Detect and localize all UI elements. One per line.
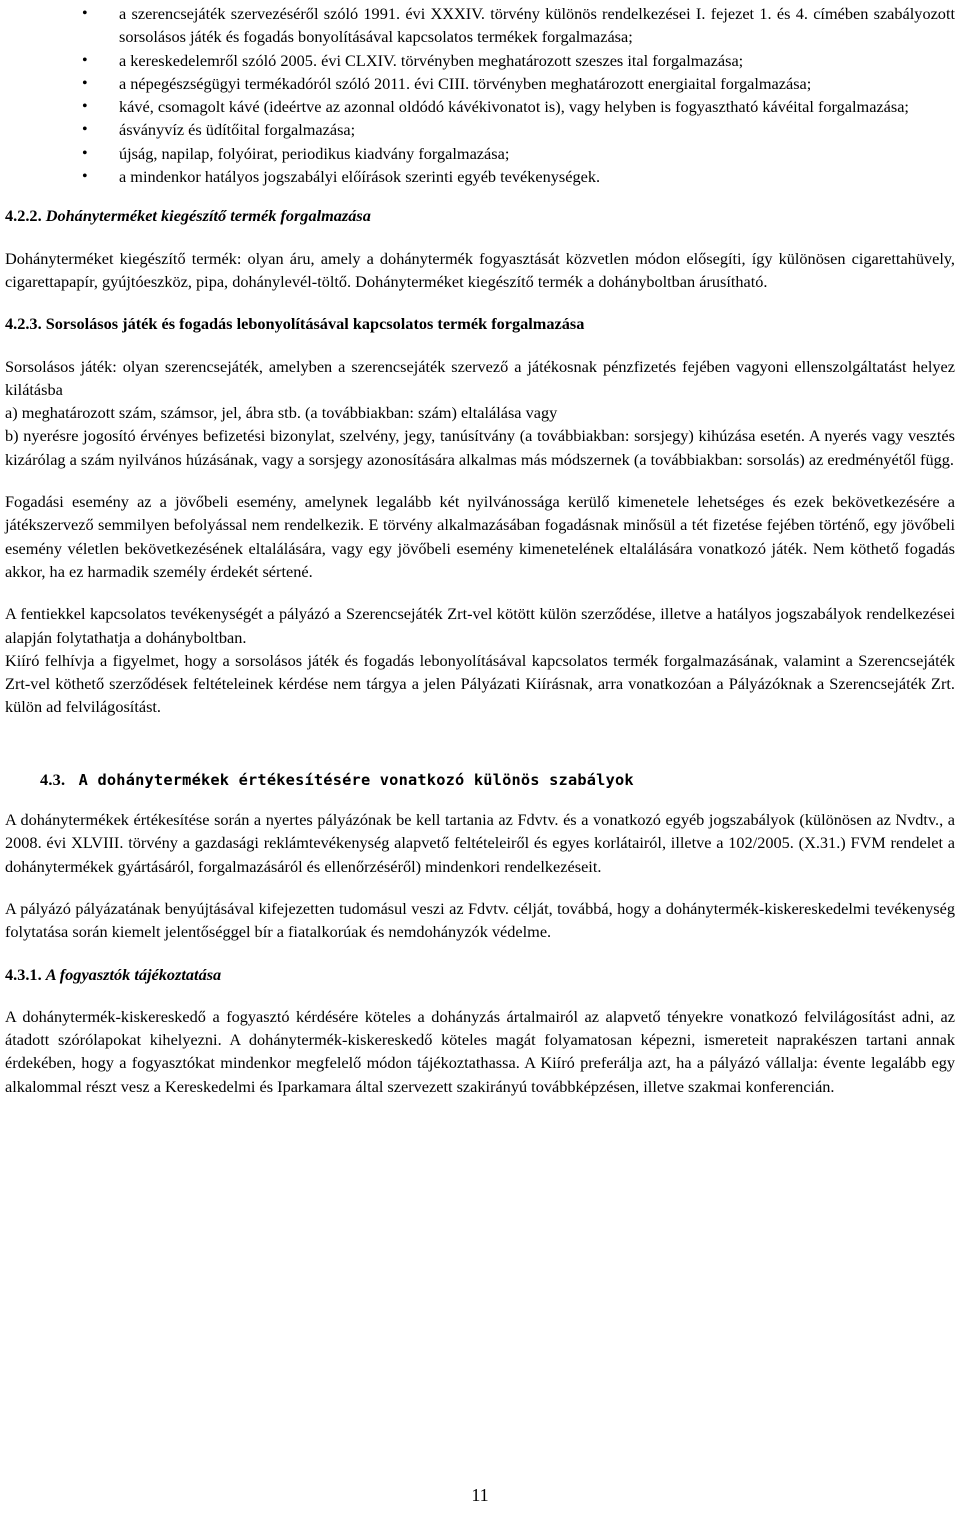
paragraph: Sorsolásos játék: olyan szerencsejáték, amelyben a szerencsejáték szervező a játékosnak pénzfizetés fejében vagyoni ellenszolgáltatást helyez kilátásba <box>5 356 955 399</box>
section-number: 4.3. <box>40 769 66 789</box>
activity-bullet-list <box>5 2 955 188</box>
section-heading-4-2-2 <box>5 204 955 227</box>
paragraph: A dohánytermékek értékesítése során a nyertes pályázónak be kell tartania az Fdvtv. és a vonatkozó egyéb jogszabályok (különösen az Nvdtv., a 2008. évi XLVIII. törvény a gazdasági reklámtevékenység alapvető feltételeiről és egyes korlátairól, illetve a 102/2005. (X.31.) FVM rendelet a dohánytermékek gyártásáról, forgalmazásáról és ellenőrzéséről) mindenkori rendelkezéseit. <box>5 810 955 876</box>
section-heading-4-2-3 <box>5 312 955 335</box>
paragraph-line: a) meghatározott szám, számsor, jel, ábra stb. (a továbbiakban: szám) eltalálása vagy <box>5 403 558 423</box>
document-page <box>5 0 955 1098</box>
section-title: Sorsolásos játék és fogadás lebonyolításával kapcsolatos termék forgalmazása <box>45 314 585 334</box>
section-number: 4.2.2. <box>5 206 42 226</box>
section-title: A dohánytermékek értékesítésére vonatkozó különös szabályok <box>78 770 634 789</box>
list-item: • a kereskedelemről szóló 2005. évi CLXIV. törvényben meghatározott szeszes ital forgalmazása; <box>5 49 955 72</box>
list-item: • a mindenkor hatályos jogszabályi előírások szerinti egyéb tevékenységek. <box>5 165 955 188</box>
page-number: 11 <box>471 1485 489 1505</box>
list-item: • a népegészségügyi termékadóról szóló 2011. évi CIII. törvényben meghatározott energiaital forgalmazása; <box>5 72 955 95</box>
paragraph-line: b) nyerésre jogosító érvényes befizetési bizonylat, szelvény, jegy, tanúsítvány (a továbbiakban: sorsjegy) kihúzása esetén. A nyerés vagy vesztés kizárólag a szám nyilvános húzásának, vagy a sorsjegy azonosítására alkalmas más módszernek (a továbbiakban: sorsolás) az eredményétől függ. <box>5 426 955 469</box>
list-item: • újság, napilap, folyóirat, periodikus kiadvány forgalmazása; <box>5 142 955 165</box>
paragraph: Dohányterméket kiegészítő termék: olyan áru, amely a dohánytermék fogyasztását közvetlen módon elősegíti, így különösen cigarettahüvely, cigarettapapír, gyújtóeszköz, pipa, dohánylevél-töltő. Dohányterméket kiegészítő termék a dohányboltban árusítható. <box>5 248 955 291</box>
paragraph: Kiíró felhívja a figyelmet, hogy a sorsolásos játék és fogadás lebonyolításával kapcsolatos termék forgalmazásának, valamint a Szerencsejáték Zrt-vel köthető szerződések feltételeinek kérdése nem tárgya a jelen Pályázati Kiírásnak, arra vonatkozóan a Pályázóknak a Szerencsejáték Zrt. külön ad felvilágosítást. <box>5 650 955 717</box>
paragraph: Fogadási esemény az a jövőbeli esemény, amelynek legalább két nyilvánossága kerülő kimenetele lehetséges és ezek bekövetkezésére a játékszervező semmilyen befolyással nem rendelkezik. E törvény alkalmazásában fogadásnak minősül a tét fizetése fejében történő, egy jövőbeli esemény véletlen bekövetkezésének eltalálására, vagy egy jövőbeli esemény kimenetelének eltalálására vonatkozó játék. Nem köthető fogadás akkor, ha ez harmadik személy érdekét sértené. <box>5 492 955 581</box>
section-number: 4.3.1. <box>5 964 42 984</box>
list-item: • ásványvíz és üdítőital forgalmazása; <box>5 118 955 141</box>
list-item: • kávé, csomagolt kávé (ideértve az azonnal oldódó kávékivonatot is), vagy helyben is fogyasztható kávéital forgalmazása; <box>5 95 955 118</box>
paragraph: A dohánytermék-kiskereskedő a fogyasztó kérdésére köteles a dohányzás ártalmairól az alapvető tényekre vonatkozó felvilágosítást adni, az átadott szórólapokat kihelyezni. A dohánytermék-kiskereskedő köteles magát folyamatosan képezni, ismereteit naprakészen tartani annak érdekében, hogy a fogyasztókat mindenkor megfelelő módon tájékoztathassa. A Kiíró preferálja azt, ha a pályázó vállalja: évente legalább egy alkalommal részt vesz a Kereskedelmi és Iparkamara által szervezett szakirányú továbbképzésen, illetve szakmai konferencián. <box>5 1006 955 1096</box>
section-title: Dohányterméket kiegészítő termék forgalmazása <box>45 206 371 226</box>
paragraph: A fentiekkel kapcsolatos tevékenységét a pályázó a Szerencsejáték Zrt-vel kötött külön szerződése, illetve a hatályos jogszabályok rendelkezései alapján folytathatja a dohányboltban. <box>5 604 955 647</box>
list-item: • a szerencsejáték szervezéséről szóló 1991. évi XXXIV. törvény különös rendelkezései I. fejezet 1. és 4. címében szabályozott sorsolásos játék és fogadás bonyolításával kapcsolatos termékek forgalmazása; <box>5 2 955 49</box>
section-title: A fogyasztók tájékoztatása <box>45 964 222 984</box>
paragraph: A pályázó pályázatának benyújtásával kifejezetten tudomásul veszi az Fdvtv. célját, továbbá, hogy a dohánytermék-kiskereskedelmi tevékenység folytatása során kiemelt jelentőséggel bír a fiatalkorúak és nemdohányzók védelme. <box>5 898 955 942</box>
section-heading-4-3-1 <box>5 963 955 986</box>
section-number: 4.2.3. <box>5 314 42 334</box>
section-heading-4-3 <box>5 768 955 792</box>
